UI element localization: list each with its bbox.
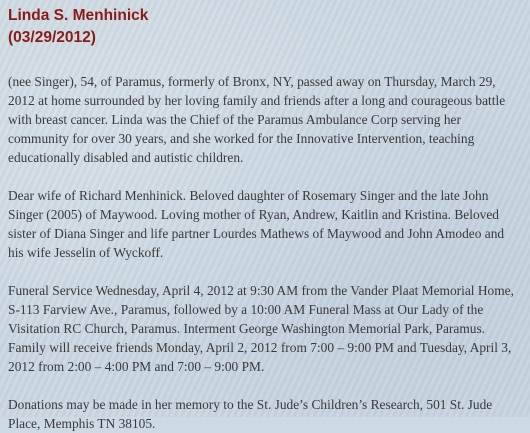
obituary-name: Linda S. Menhinick [8, 7, 149, 24]
obituary-date: (03/29/2012) [8, 29, 96, 46]
obituary-paragraph-bio: (nee Singer), 54, of Paramus, formerly of Bronx, NY, passed away on Thursday, March 29, 2012 at home surrounded by her loving family and friends after a long and courageous battle with breast cancer. Linda was the Chief of the Paramus Ambulance Corp serving her community for over 30 years, and she worked for the Innovative Intervention, teaching educationally disabled and autistic children. [8, 74, 506, 165]
obituary-paragraph-family: Dear wife of Richard Menhinick. Beloved daughter of Rosemary Singer and the late John Singer (2005) of Maywood. Loving mother of Ryan, Andrew, Kaitlin and Kristina. Beloved sister of Diana Singer and life partner Lourdes Mathews of Maywood and John Amodeo and his wife Jesselin of Wyckoff. [8, 188, 505, 260]
obituary-article [8, 6, 523, 433]
obituary-paragraph-donations: Donations may be made in her memory to the St. Jude’s Children’s Research, 501 St. Jude Place, Memphis TN 38105. [8, 397, 493, 431]
obituary-paragraph-services: Funeral Service Wednesday, April 4, 2012 at 9:30 AM from the Vander Plaat Memorial Home, S-113 Farview Ave., Paramus, followed by a 10:00 AM Funeral Mass at Our Lady of the Visitation RC Church, Paramus. Interment George Washington Memorial Park, Paramus. Family will receive friends Monday, April 2, 2012 from 7:00 – 9:00 PM and Tuesday, April 3, 2012 from 2:00 – 4:00 PM and 7:00 – 9:00 PM. [8, 283, 514, 374]
